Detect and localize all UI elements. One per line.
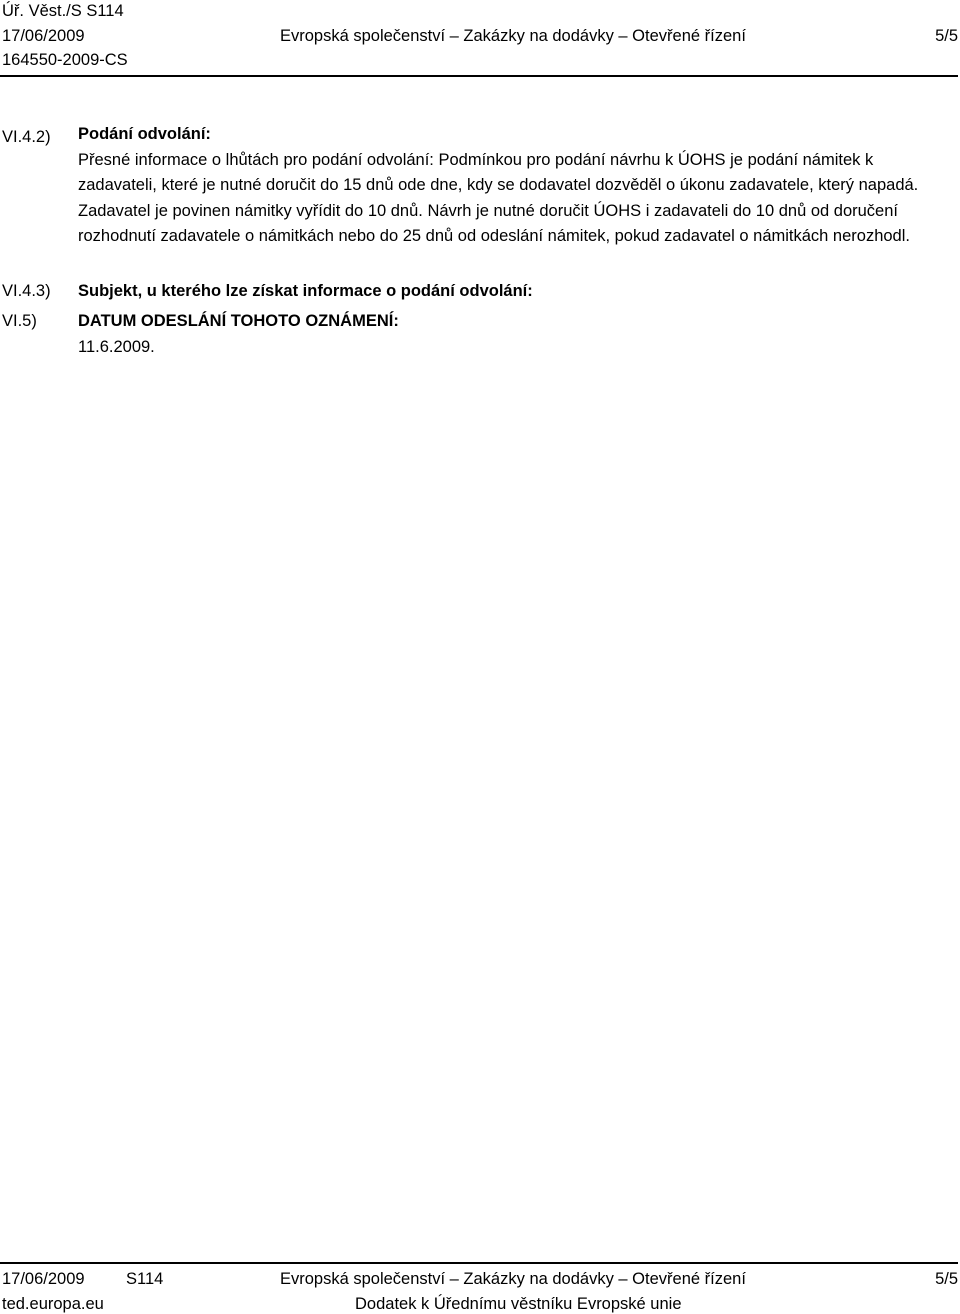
footer-rule <box>0 1262 958 1264</box>
header-date: 17/06/2009 <box>2 27 85 45</box>
footer-issue: S114 <box>126 1270 164 1288</box>
section-heading-appeals-info-body: Subjekt, u kterého lze získat informace o podání odvolání: <box>78 282 533 300</box>
section-vi-4-2 <box>78 122 938 250</box>
footer-site-link[interactable]: ted.europa.eu <box>2 1295 104 1313</box>
section-heading-dispatch-date: DATUM ODESLÁNÍ TOHOTO OZNÁMENÍ: <box>78 312 399 330</box>
dispatch-date-value: 11.6.2009. <box>78 338 155 356</box>
section-number-vi-4-3: VI.4.3) <box>2 282 51 300</box>
footer-title: Evropská společenství – Zakázky na dodávky – Otevřené řízení <box>280 1270 746 1288</box>
footer-page-number: 5/5 <box>935 1270 958 1288</box>
appeals-deadline-text: Přesné informace o lhůtách pro podání odvolání: Podmínkou pro podání návrhu k ÚOHS je podání námitek k zadavateli, které je nutné doručit do 15 dnů ode dne, kdy se dodavatel dozvěděl o úkonu zadavatele, který napadá. Zadavatel je povinen námitky vyřídit do 10 dnů. Návrh je nutné doručit ÚOHS i zadavateli do 10 dnů od doručení rozhodnutí zadavatele o námitkách nebo do 25 dnů od odeslání námitek, pokud zadavatel o námitkách nerozhodl. <box>78 150 919 245</box>
header-title: Evropská společenství – Zakázky na dodávky – Otevřené řízení <box>280 27 746 45</box>
section-number-vi-5: VI.5) <box>2 312 37 330</box>
section-heading-appeals: Podání odvolání: <box>78 125 211 143</box>
section-number-vi-4-2: VI.4.2) <box>2 128 51 146</box>
header-rule <box>0 75 958 77</box>
header-notice-id: 164550-2009-CS <box>2 51 128 69</box>
header-journal-ref: Úř. Věst./S S114 <box>2 2 124 20</box>
footer-date: 17/06/2009 <box>2 1270 85 1288</box>
footer-supplement: Dodatek k Úřednímu věstníku Evropské unie <box>355 1295 682 1313</box>
header-page-number: 5/5 <box>935 27 958 45</box>
